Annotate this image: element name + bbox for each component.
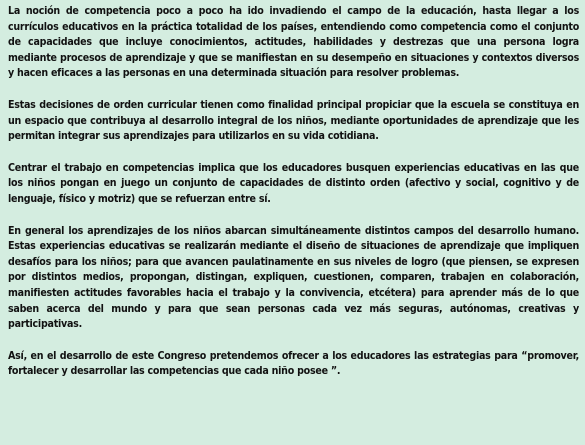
paragraph-curricular-decisions: Estas decisiones de orden curricular tienen como finalidad principal propiciar que la escuela se constituya en un espacio que contribuya al desarrollo integral de los niños, mediante oportunidades de aprendizaje que les permitan integrar sus aprendizajes para utilizarlos en su vida cotidiana. — [8, 98, 579, 143]
paragraph-learning-experiences: En general los aprendizajes de los niños abarcan simultáneamente distintos campos del desarrollo humano. Estas experiencias educativas se realizarán mediante el diseño de situaciones de aprendizaje que impliquen desafíos para los niños; para que avancen paulatinamente en sus niveles de logro (que piensen, se expresen por distintos medios, propongan, distingan, expliquen, cuestionen, comparen, trabajen en colaboración, manifiesten actitudes favorables hacia el trabajo y la convivencia, etcétera) para aprender más de lo que saben acerca del mundo y para que sean personas cada vez más seguras, autónomas, creativas y participativas. — [8, 224, 579, 331]
paragraph-congress-goal: Así, en el desarrollo de este Congreso pretendemos ofrecer a los educadores las estrategias para “promover, fortalecer y desarrollar las competencias que cada niño posee ”. — [8, 349, 579, 378]
paragraph-competence-work: Centrar el trabajo en competencias implica que los educadores busquen experiencias educativas en las que los niños pongan en juego un conjunto de capacidades de distinto orden (afectivo y social, cognitivo y de lenguaje, físico y motriz) que se refuerzan entre sí. — [8, 161, 579, 205]
paragraph-competence-definition: La noción de competencia poco a poco ha ido invadiendo el campo de la educación, hasta llegar a los currículos educativos en la práctica totalidad de los países, entendiendo como competencia como el conjunto de capacidades que incluye conocimientos, actitudes, habilidades y destrezas que una persona logra mediante procesos de aprendizaje y que se manifiestan en su desempeño en situaciones y contextos diversos y hacen eficaces a las personas en una determinada situación para resolver problemas. — [8, 5, 579, 80]
